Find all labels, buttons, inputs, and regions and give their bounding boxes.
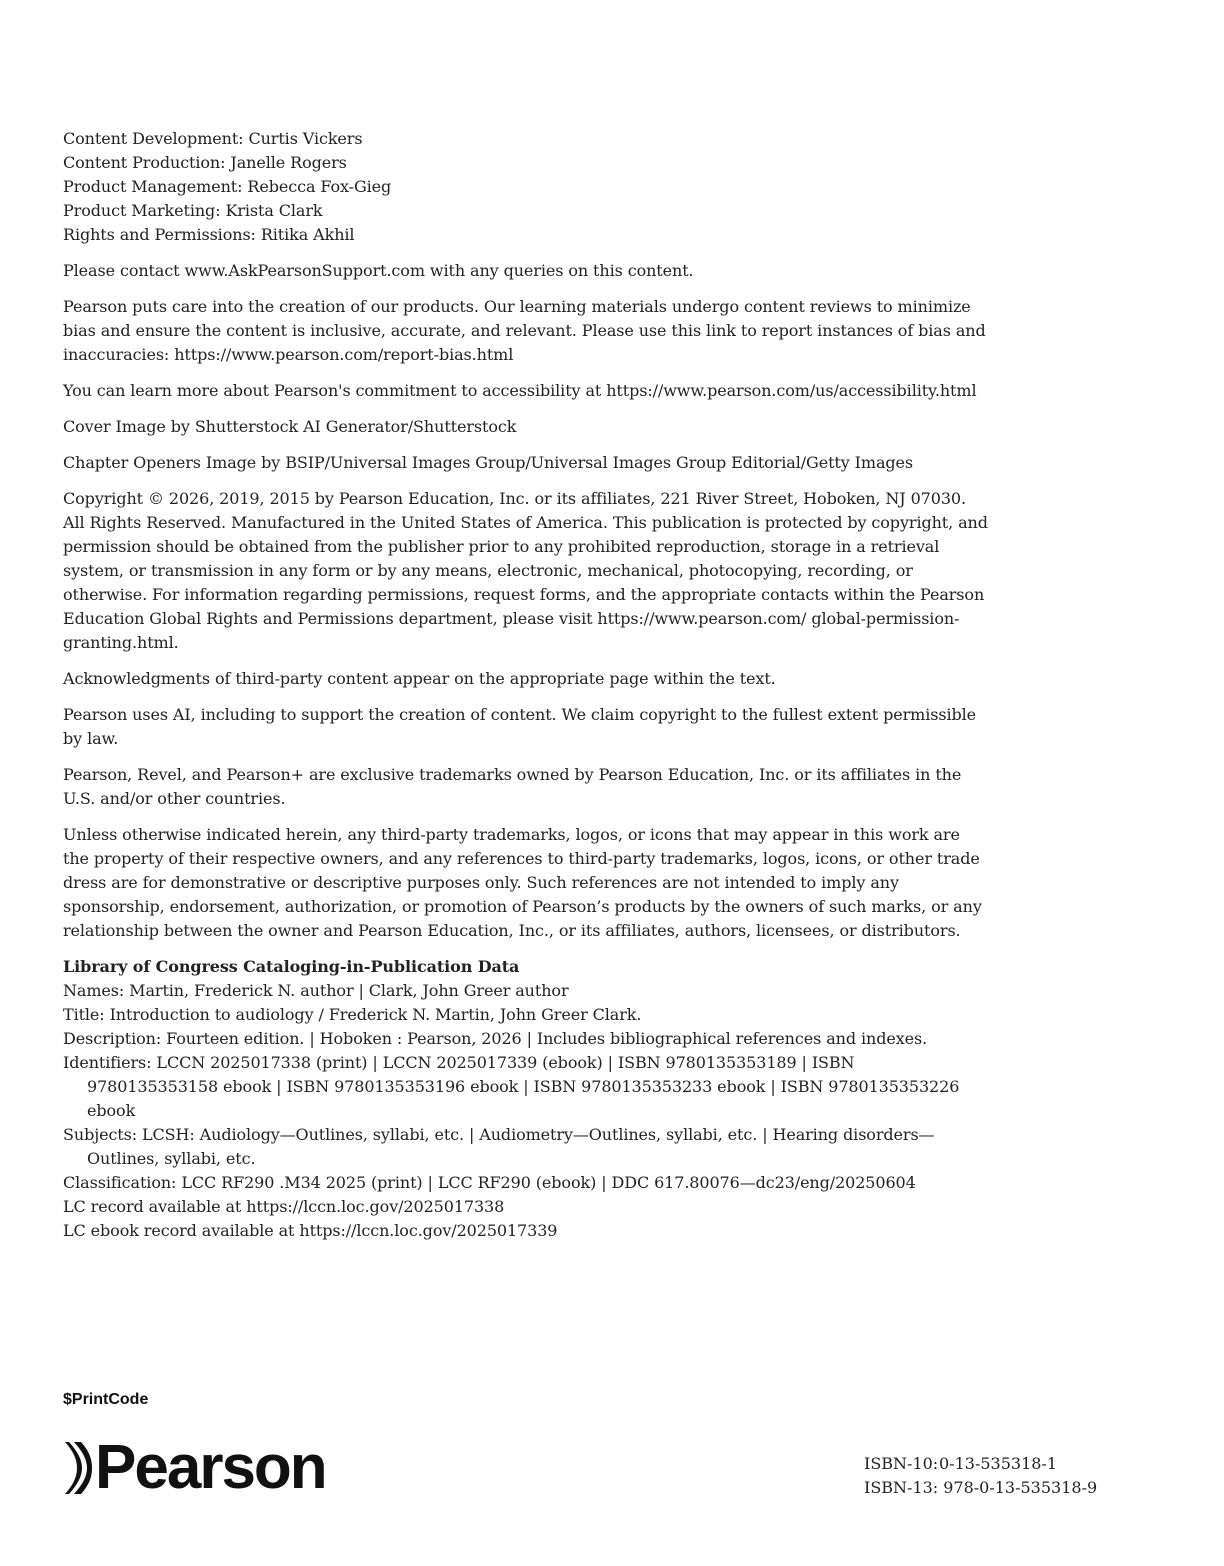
ai-usage-statement: Pearson uses AI, including to support the creation of content. We claim copyright to the fullest extent permissible by law. (63, 705, 977, 748)
print-code: $PrintCode (63, 1391, 149, 1408)
chapter-openers-credit: Chapter Openers Image by BSIP/Universal Images Group/Universal Images Group Editorial/Getty Images (63, 453, 914, 472)
credit-line: Product Marketing: Krista Clark (63, 201, 323, 220)
pearson-mark-icon (63, 1440, 93, 1496)
isbn-10-row (864, 1452, 1097, 1476)
cip-line: Names: Martin, Frederick N. author | Clark, John Greer author (63, 981, 569, 1000)
cip-line: Classification: LCC RF290 .M34 2025 (print) | LCC RF290 (ebook) | DDC 617.80076—dc23/eng/20250604 (63, 1173, 916, 1192)
cip-line: Subjects: LCSH: Audiology—Outlines, syllabi, etc. | Audiometry—Outlines, syllabi, etc. | Hearing disorders—Outlines, syllabi, etc. (63, 1125, 935, 1168)
cip-line: Identifiers: LCCN 2025017338 (print) | LCCN 2025017339 (ebook) | ISBN 9780135353189 | ISBN 9780135353158 ebook | ISBN 9780135353196 ebook | ISBN 9780135353233 ebook | ISBN 9780135353226 ebook (63, 1053, 960, 1120)
third-party-trademarks-disclaimer: Unless otherwise indicated herein, any third-party trademarks, logos, or icons that may appear in this work are the property of their respective owners, and any references to third-party trademarks, logos, icons, or other trade dress are for demonstrative or descriptive purposes only. Such references are not intended to imply any sponsorship, endorsement, authorization, or promotion of Pearson’s products by the owners of such marks, or any relationship between the owner and Pearson Education, Inc., or its affiliates, authors, licensees, or distributors. (63, 825, 982, 940)
copyright-page-content (63, 127, 988, 1243)
pearson-wordmark: Pearson (95, 1433, 326, 1502)
copyright-notice: Copyright © 2026, 2019, 2015 by Pearson Education, Inc. or its affiliates, 221 River Street, Hoboken, NJ 07030. All Rights Reserved. Manufactured in the United States of America. This publication is protected by copyright, and permission should be obtained from the publisher prior to any prohibited reproduction, storage in a retrieval system, or transmission in any form or by any means, electronic, mechanical, photocopying, recording, or otherwise. For information regarding permissions, request forms, and the appropriate contacts within the Pearson Education Global Rights and Permissions department, please visit https://www.pearson.com/ global-permission-granting.html. (63, 489, 988, 652)
isbn-13-label: ISBN-13: (864, 1478, 939, 1497)
cover-image-credit: Cover Image by Shutterstock AI Generator/Shutterstock (63, 417, 517, 436)
cip-line: Description: Fourteen edition. | Hoboken : Pearson, 2026 | Includes bibliographical references and indexes. (63, 1029, 928, 1048)
cip-line: Title: Introduction to audiology / Frederick N. Martin, John Greer Clark. (63, 1005, 642, 1024)
cip-heading: Library of Congress Cataloging-in-Publication Data (63, 957, 520, 976)
trademarks-statement: Pearson, Revel, and Pearson+ are exclusive trademarks owned by Pearson Education, Inc. or its affiliates in the U.S. and/or other countries. (63, 765, 962, 808)
credit-line: Rights and Permissions: Ritika Akhil (63, 225, 355, 244)
support-contact-paragraph: Please contact www.AskPearsonSupport.com with any queries on this content. (63, 261, 694, 280)
isbn-13-row (864, 1476, 1097, 1500)
accessibility-paragraph: You can learn more about Pearson's commitment to accessibility at https://www.pearson.com/us/accessibility.html (63, 381, 977, 400)
credits-list (63, 127, 988, 247)
cip-line: LC record available at https://lccn.loc.gov/2025017338 (63, 1197, 505, 1216)
cip-line: LC ebook record available at https://lccn.loc.gov/2025017339 (63, 1221, 558, 1240)
pearson-logo (63, 1433, 326, 1502)
isbn-13-value: 978-0-13-535318-9 (943, 1478, 1098, 1497)
cataloging-in-publication-block (63, 955, 988, 1243)
credit-line: Content Production: Janelle Rogers (63, 153, 347, 172)
third-party-acknowledgments: Acknowledgments of third-party content appear on the appropriate page within the text. (63, 669, 776, 688)
isbn-10-label: ISBN-10: (864, 1454, 939, 1473)
bias-statement-paragraph: Pearson puts care into the creation of our products. Our learning materials undergo content reviews to minimize bias and ensure the content is inclusive, accurate, and relevant. Please use this link to report instances of bias and inaccuracies: https://www.pearson.com/report-bias.html (63, 297, 986, 364)
credit-line: Content Development: Curtis Vickers (63, 129, 363, 148)
credit-line: Product Management: Rebecca Fox-Gieg (63, 177, 392, 196)
isbn-block (864, 1452, 1097, 1500)
isbn-10-value: 0-13-535318-1 (939, 1454, 1058, 1473)
